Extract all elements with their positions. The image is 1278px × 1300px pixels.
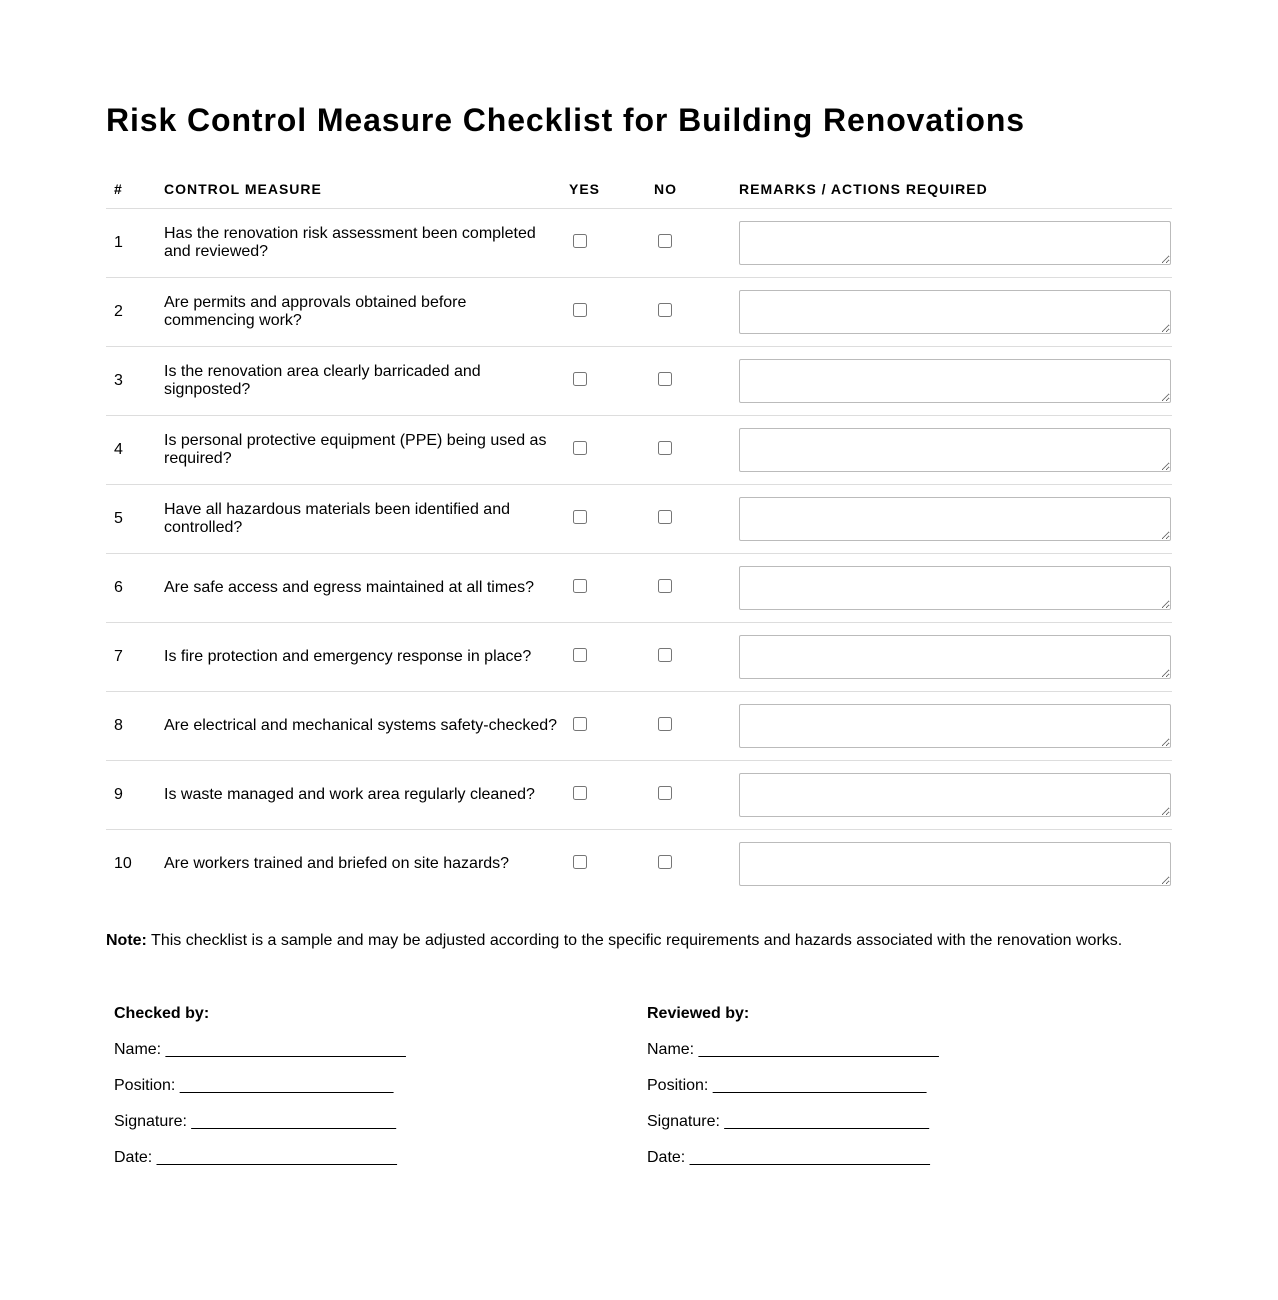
no-cell — [646, 209, 731, 278]
yes-cell — [561, 554, 646, 623]
remarks-input[interactable] — [739, 290, 1171, 334]
no-cell — [646, 278, 731, 347]
header-yes: YES — [561, 170, 646, 209]
row-number: 1 — [106, 209, 156, 278]
control-measure: Is waste managed and work area regularly cleaned? — [156, 761, 561, 830]
remarks-input[interactable] — [739, 359, 1171, 403]
no-checkbox[interactable] — [658, 786, 672, 800]
yes-cell — [561, 485, 646, 554]
control-measure: Have all hazardous materials been identified and controlled? — [156, 485, 561, 554]
remarks-cell — [731, 416, 1172, 485]
table-row — [106, 554, 1172, 623]
reviewed-position-field[interactable]: Position: ________________________ — [647, 1077, 927, 1094]
remarks-cell — [731, 209, 1172, 278]
row-number: 7 — [106, 623, 156, 692]
table-row — [106, 416, 1172, 485]
control-measure: Is fire protection and emergency response in place? — [156, 623, 561, 692]
reviewed-signature-field[interactable]: Signature: _______________________ — [647, 1113, 930, 1130]
row-number: 9 — [106, 761, 156, 830]
reviewed-date-field[interactable]: Date: ___________________________ — [647, 1149, 930, 1166]
remarks-cell — [731, 554, 1172, 623]
table-row — [106, 347, 1172, 416]
header-num: # — [106, 170, 156, 209]
row-number: 4 — [106, 416, 156, 485]
checked-position-field[interactable]: Position: ________________________ — [114, 1077, 394, 1094]
remarks-input[interactable] — [739, 704, 1171, 748]
checked-by-title: Checked by: — [114, 1005, 210, 1022]
control-measure: Is the renovation area clearly barricaded and signposted? — [156, 347, 561, 416]
yes-checkbox[interactable] — [573, 303, 587, 317]
table-header — [106, 170, 1172, 209]
yes-checkbox[interactable] — [573, 717, 587, 731]
remarks-cell — [731, 830, 1172, 899]
remarks-cell — [731, 623, 1172, 692]
no-checkbox[interactable] — [658, 855, 672, 869]
reviewed-by-title: Reviewed by: — [647, 1005, 750, 1022]
row-number: 2 — [106, 278, 156, 347]
yes-cell — [561, 347, 646, 416]
header-measure: CONTROL MEASURE — [156, 170, 561, 209]
header-remarks: REMARKS / ACTIONS REQUIRED — [731, 170, 1172, 209]
no-cell — [646, 692, 731, 761]
remarks-input[interactable] — [739, 773, 1171, 817]
yes-checkbox[interactable] — [573, 579, 587, 593]
no-cell — [646, 623, 731, 692]
row-number: 6 — [106, 554, 156, 623]
remarks-input[interactable] — [739, 221, 1171, 265]
control-measure: Are permits and approvals obtained before commencing work? — [156, 278, 561, 347]
no-checkbox[interactable] — [658, 372, 672, 386]
no-checkbox[interactable] — [658, 579, 672, 593]
control-measure: Are workers trained and briefed on site hazards? — [164, 855, 510, 872]
yes-checkbox[interactable] — [573, 786, 587, 800]
yes-cell — [561, 278, 646, 347]
note-label: Note: — [106, 932, 147, 949]
yes-checkbox[interactable] — [573, 510, 587, 524]
yes-cell — [561, 692, 646, 761]
table-row — [106, 692, 1172, 761]
yes-checkbox[interactable] — [573, 648, 587, 662]
no-cell — [646, 761, 731, 830]
yes-checkbox[interactable] — [573, 372, 587, 386]
table-row — [106, 761, 1172, 830]
yes-checkbox[interactable] — [573, 441, 587, 455]
checked-by-section — [114, 1005, 406, 1185]
remarks-input[interactable] — [739, 428, 1171, 472]
no-checkbox[interactable] — [658, 234, 672, 248]
remarks-cell — [731, 485, 1172, 554]
remarks-cell — [731, 692, 1172, 761]
no-checkbox[interactable] — [658, 303, 672, 317]
row-number: 10 — [114, 855, 132, 872]
yes-cell — [561, 830, 646, 899]
remarks-cell — [731, 278, 1172, 347]
table-row — [106, 623, 1172, 692]
row-number: 5 — [106, 485, 156, 554]
no-cell — [646, 347, 731, 416]
remarks-input[interactable] — [739, 842, 1171, 886]
checked-date-field[interactable]: Date: ___________________________ — [114, 1149, 397, 1166]
checked-name-field[interactable]: Name: ___________________________ — [114, 1041, 406, 1058]
no-checkbox[interactable] — [658, 717, 672, 731]
yes-cell — [561, 416, 646, 485]
reviewed-name-field[interactable]: Name: ___________________________ — [647, 1041, 939, 1058]
table-row — [106, 830, 1172, 899]
yes-cell — [561, 623, 646, 692]
no-cell — [646, 416, 731, 485]
yes-cell — [561, 209, 646, 278]
no-checkbox[interactable] — [658, 648, 672, 662]
note-text: This checklist is a sample and may be adjusted according to the specific requirements and hazards associated with the renovation works. — [146, 932, 1123, 949]
remarks-input[interactable] — [739, 566, 1171, 610]
yes-cell — [561, 761, 646, 830]
row-number: 8 — [106, 692, 156, 761]
no-cell — [646, 554, 731, 623]
no-checkbox[interactable] — [658, 510, 672, 524]
table-row — [106, 209, 1172, 278]
remarks-input[interactable] — [739, 497, 1171, 541]
no-cell — [646, 485, 731, 554]
table-row — [106, 485, 1172, 554]
control-measure: Is personal protective equipment (PPE) being used as required? — [156, 416, 561, 485]
no-checkbox[interactable] — [658, 441, 672, 455]
remarks-input[interactable] — [739, 635, 1171, 679]
remarks-cell — [731, 347, 1172, 416]
table-row — [106, 278, 1172, 347]
reviewed-by-section — [647, 1005, 939, 1185]
checked-signature-field[interactable]: Signature: _______________________ — [114, 1113, 397, 1130]
control-measure: Are safe access and egress maintained at all times? — [156, 554, 561, 623]
note — [106, 932, 1122, 950]
control-measure: Are electrical and mechanical systems safety-checked? — [156, 692, 561, 761]
control-measure: Has the renovation risk assessment been completed and reviewed? — [156, 209, 561, 278]
row-number: 3 — [106, 347, 156, 416]
remarks-cell — [731, 761, 1172, 830]
yes-checkbox[interactable] — [573, 234, 587, 248]
checklist-table — [106, 170, 1172, 898]
header-no: NO — [646, 170, 731, 209]
no-cell — [646, 830, 731, 899]
yes-checkbox[interactable] — [573, 855, 587, 869]
page-title: Risk Control Measure Checklist for Building Renovations — [106, 102, 1025, 138]
